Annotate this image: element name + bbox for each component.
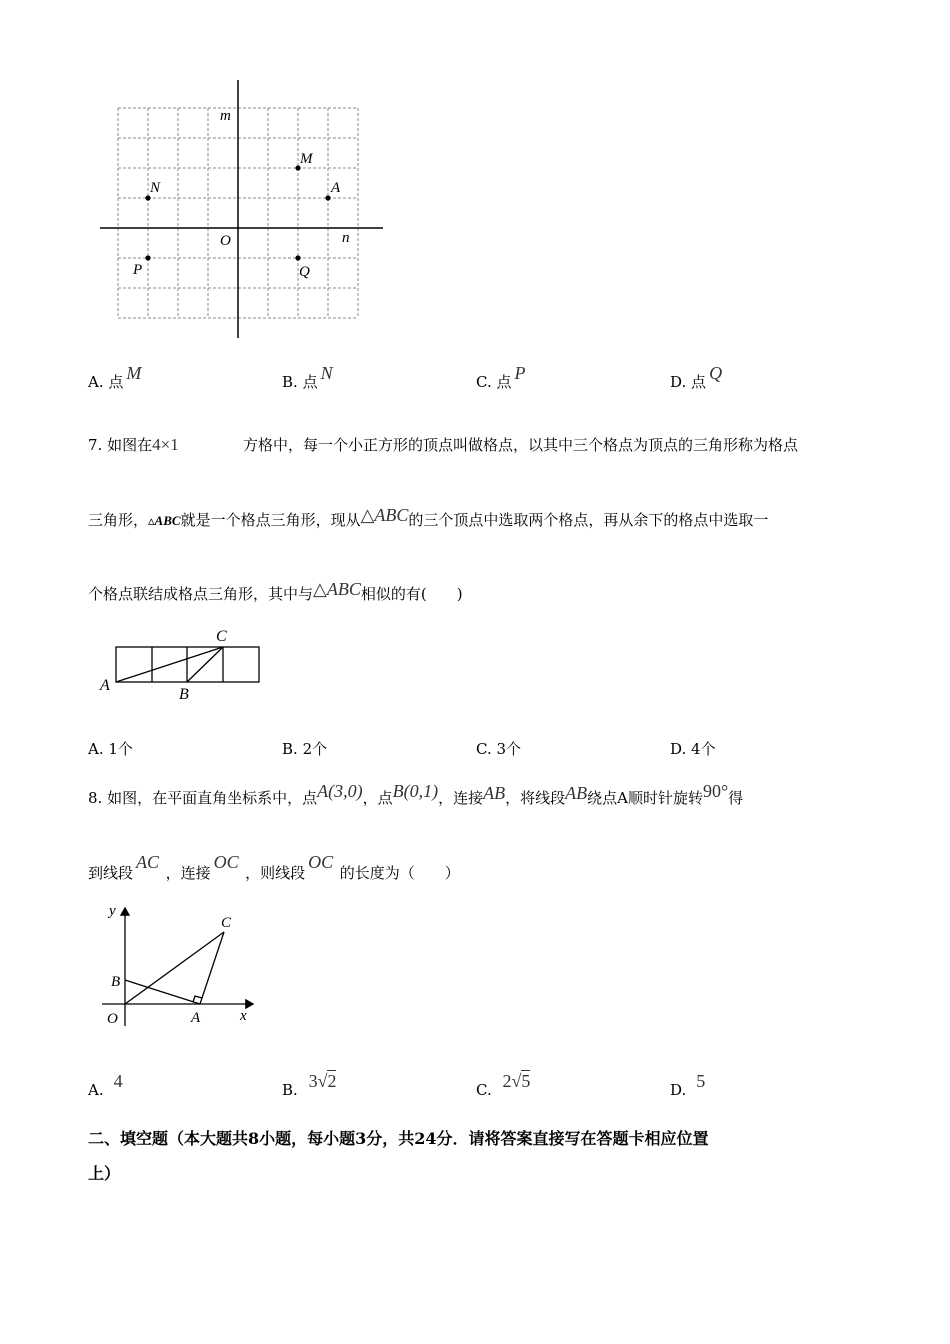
q6-option-d[interactable]: D. 点 Q [670, 363, 723, 391]
q6-option-b[interactable]: B. 点 N [282, 363, 333, 391]
label-C: C [216, 628, 227, 645]
label-n: n [342, 230, 350, 246]
q6-grid-figure [95, 75, 390, 345]
q8-option-c[interactable]: C. 2√5 [476, 1071, 531, 1099]
q8-option-a[interactable]: A. 4 [88, 1071, 123, 1099]
q6-option-a[interactable]: A. 点 M [88, 363, 142, 391]
q7-figure [96, 622, 271, 704]
q8-line1: 8. 如图，在平面直角坐标系中，点A(3,0)，点B(0,1)，连接AB，将线段AB绕点A顺时针旋转90°得 [88, 781, 744, 807]
section2-heading-line1: 二、填空题（本大题共8小题，每小题3分，共24分．请将答案直接写在答题卡相应位置 [88, 1129, 709, 1148]
label-M: M [300, 151, 313, 167]
point-Q [295, 255, 300, 260]
q8-line2: 到线段AC ，连接OC ，则线段OC 的长度为（ ） [88, 852, 460, 882]
q7-number: 7. [88, 436, 103, 454]
label-B: B [111, 974, 121, 990]
label-A: A [191, 1010, 201, 1026]
label-Q: Q [299, 264, 310, 280]
section2-heading-line2: 上） [88, 1164, 121, 1183]
q7-line3: 个格点联结成格点三角形，其中与△ABC相似的有( ) [88, 579, 463, 603]
label-N: N [150, 180, 161, 196]
label-A: A [100, 677, 110, 694]
q7-line1: 7. 如图在4×1 [88, 435, 179, 454]
point-A [325, 195, 330, 200]
q8-figure [98, 898, 268, 1033]
label-O: O [107, 1011, 118, 1027]
q7-option-d[interactable]: D. 4个 [670, 740, 716, 758]
q7-line1-rest: 方格中，每一个小正方形的顶点叫做格点，以其中三个格点为顶点的三角形称为格点 [243, 436, 799, 454]
q8-option-b[interactable]: B. 3√2 [282, 1071, 337, 1099]
q8-number: 8. [88, 789, 103, 807]
q7-line2: 三角形，▵ABC就是一个格点三角形，现从△ABC的三个顶点中选取两个格点，再从余下的格点中选取一 [88, 505, 769, 529]
label-x: x [240, 1008, 247, 1024]
q7-option-b[interactable]: B. 2个 [282, 740, 328, 758]
q8-option-d[interactable]: D. 5 [670, 1071, 706, 1099]
label-y: y [109, 903, 116, 919]
label-C: C [221, 915, 232, 931]
seg-OC [125, 932, 224, 1004]
label-B: B [179, 686, 189, 703]
point-P [145, 255, 150, 260]
seg-BA [125, 980, 200, 1004]
label-O: O [220, 233, 231, 249]
point-N [145, 195, 150, 200]
q7-option-a[interactable]: A. 1个 [88, 740, 133, 758]
q7-option-c[interactable]: C. 3个 [476, 740, 522, 758]
label-m: m [220, 108, 231, 124]
label-P: P [133, 262, 143, 278]
side-AC [116, 647, 223, 682]
seg-AC [200, 932, 224, 1004]
q6-option-c[interactable]: C. 点 P [476, 363, 526, 391]
label-A: A [331, 180, 341, 196]
